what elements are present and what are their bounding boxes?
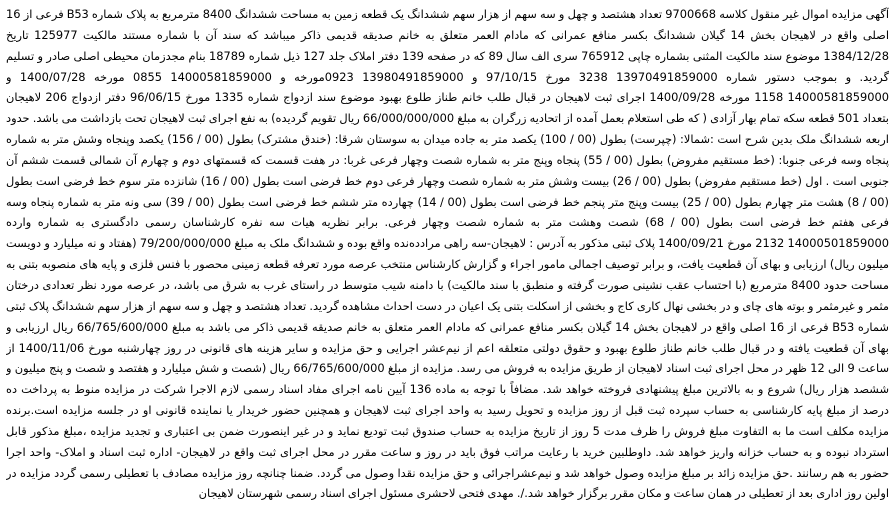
auction-notice xyxy=(6,4,889,527)
notice-body-text: آگهی مزایده اموال غیر منقول کلاسه 9700668 تعداد هشتصد و چهل و سه سهم از هزار سهم ششدانگ یک قطعه زمین به مساحت ششدانگ 8400 مترمربع به پلاک شماره B53 فرعی از 16 اصلی واقع در لاهیجان بخش 14 گیلان ششدانگ بکسر منافع عمرانی که مادام العمر متعلق به خانم صدیقه قدیمی ذاکر میباشد که سند آن با شماره مستند مالکیت 125977 تاریخ 1384/12/28 موضوع سند مالکیت المثنی بشماره چاپی 765912 سری الف سال 89 که در صفحه 139 دفتر املاک جلد 127 ذیل شماره 18789 بنام مجدزمان محیطی اصلی صادر و تسلیم گردید. و بموجب دستور شماره 13970491859000 3238 مورخ 97/10/15 و 13980491859000 0923مورخه و 14000581859000 0855 مورخه 1400/07/28 و 14000581859000 1158 مورخه 1400/09/28 اجرای ثبت لاهیجان در قبال طلب خانم طناز طلوع بهبود موضوع سند ازدواج شماره 1335 مورخ 96/06/15 دفتر ازدواج 206 لاهیجان بتعداد 501 قطعه سکه تمام بهار آزادی ( که طی استعلام بعمل آمده از اتحادیه زرگران به مبلغ 66/000/000/000 ریال تقویم گردیده) به نفع اجرای ثبت لاهیجان تحت بازداشت می باشد. حدود اربعه ششدانگ ملک بدین شرح است :شمالا: (چپرست) بطول (00 / 100) یکصد متر به جاده میدان به سوستان شرقا: (خندق مشترک) بطول (00 / 156) یکصد وپنجاه وشش متر به شماره پنجاه وسه فرعی جنوبا: (خط مستقیم مفروض) بطول (00 / 55) پنجاه وپنج متر به شماره شصت وچهار فرعی غربا: در هفت قسمت که قسمتهای دوم و چهارم آن شمالی قسمت ششم آن جنوبی است . اول (خط مستقیم مفروض) بطول (00 / 26) بیست وشش متر به شماره شصت وچهار فرعی دوم خط فرضی است بطول (00 / 16) شانزده متر سوم خط فرضی است بطول (00 / 8) هشت متر چهارم بطول (00 / 25) بیست وپنج متر پنجم خط فرضی است بطول (00 / 14) چهارده متر ششم خط فرضی است بطول (00 / 39) سی ونه متر به شماره پنجاه وسه فرعی هفتم خط فرضی است بطول (00 / 68) شصت وهشت متر به شماره شصت وچهار فرعی. برابر نظریه هیات سه نفره کارشناسان رسمی دادگستری به شماره وارده 14000501859000 2132 مورخ 1400/09/21 پلاک ثبتی مذکور به آدرس : لاهیجان-سه راهی مرادده‌نده واقع بوده و ششدانگ ملک به مبلغ 79/200/000/000 (هفتاد و نه میلیارد و دویست میلیون ریال) ارزیابی و بهای آن قطعیت یافت، و برابر توصیف اجمالی مامور اجراء و گزارش کارشناس منتخب عرصه مورد تعرفه قطعه زمینی محصور با فنس فلزی و پایه های منصوبه بتنی به مساحت حدود 8400 مترمربع (با احتساب عقب نشینی صورت گرفته و منطبق با سند مالکیت) با دامنه شیب متوسط در راستای غرب به شرق می باشد، در عرصه مورد نظر تعدادی درختان مثمر و غیرمثمر و بوته های چای و در بخشی نهال کاری کاج و بخشی از اسکلت بتنی یک اعیان در دست احداث مشاهده گردید. تعداد هشتصد و چهل و سه سهم از هزار سهم ششدانگ پلاک ثبتی شماره B53 فرعی از 16 اصلی واقع در لاهیجان بخش 14 گیلان بکسر منافع عمرانی که مادام العمر متعلق به خانم صدیقه قدیمی ذاکر می باشد به مبلغ 66/765/600/000 ریال ارزیابی و بهای آن قطعیت یافته و در قبال طلب خانم طناز طلوع بهبود و حقوق دولتی متعلقه اعم از نیم‌عشر اجرایی و حق مزایده و سایر هزینه های قانونی در روز چهارشنبه مورخ 1400/11/06 از ساعت 9 الی 12 ظهر در محل اجرای ثبت اسناد لاهیجان از طریق مزایده به فروش می رسد. مزایده از مبلغ 66/765/600/000 ریال (شصت و شش میلیارد و هفتصد و شصت و پنج میلیون و ششصد هزار ریال) شروع و به بالاترین مبلغ پیشنهادی فروخته خواهد شد. مضافاً با توجه به ماده 136 آیین نامه اجرای مفاد اسناد رسمی لازم الاجرا شرکت در مزایده منوط به پرداخت ده درصد از مبلغ پایه کارشناسی به حساب سپرده ثبت قبل از روز مزایده و تحویل رسید به واحد اجرای ثبت لاهیجان و همچنین حضور خریدار یا نماینده قانونی او در جلسه مزایده است.برنده مزایده مکلف است ما به التفاوت مبلغ فروش را ظرف مدت 5 روز از تاریخ مزایده به حساب صندوق ثبت تودیع نماید و در غیر اینصورت ضمن بی اعتباری و تجدید مزایده ،مبلغ مذکور قابل استرداد نبوده و به حساب خزانه واریز خواهد شد. داوطلبین خرید با رعایت مراتب فوق باید در روز و ساعت مقرر در محل اجرای ثبت واقع در لاهیجان- اداره ثبت اسناد و املاک- واحد اجرا حضور به هم رسانند .حق مزایده زائد بر مبلغ مزایده وصول خواهد شد و نیم‌عشراجرائی و حق مزایده نقدا وصول می گردد. ضمنا چنانچه روز مزایده مصادف با تعطیلی رسمی گردد مزایده در اولین روز اداری بعد از تعطیلی در همان ساعت و مکان مقرر برگزار خواهد شد./. مهدی فتحی لاحشری مسئول اجرای اسناد رسمی شهرستان لاهیجان xyxy=(6,7,889,501)
